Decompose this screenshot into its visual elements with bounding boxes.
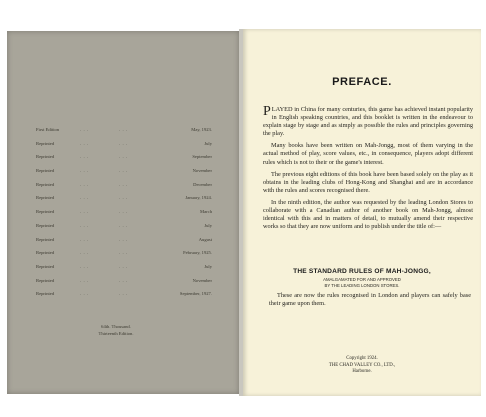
edition-date: February, 1925. — [183, 250, 212, 256]
publisher-line: THE CHAD VALLEY CO., LTD., — [328, 362, 396, 368]
edition-date: December — [193, 181, 212, 187]
subtitle-line: AMALGAMATED FOR AND APPROVED — [323, 277, 401, 282]
impression-edition: Thirteenth Edition. — [98, 330, 134, 336]
edition-label: Reprinted — [36, 277, 55, 283]
preface-paragraph-3: The previous eight editions of this book have been based solely on the play as it obtains in the leading clubs of Hong-Kong and Shanghai and are in accordance with the rules and scores recognised there. — [263, 170, 473, 194]
subtitle-line: BY THE LEADING LONDON STORES. — [324, 282, 400, 288]
edition-row: Reprinted . . . . . . March — [36, 209, 212, 215]
edition-list — [36, 127, 226, 305]
edition-date: July — [204, 222, 212, 228]
preface-body — [263, 106, 473, 235]
standard-rules-title: THE STANDARD RULES OF MAH-JONGG, — [293, 268, 431, 275]
copyright-line: Copyright 1924. — [346, 356, 378, 361]
edition-row: Reprinted . . . . . . September, 1927. — [36, 291, 212, 297]
edition-row: Reprinted . . . . . . February, 1925. — [36, 250, 212, 256]
colophon — [243, 356, 481, 376]
preface-paragraph-1 — [263, 106, 473, 138]
edition-row: Reprinted . . . . . . November — [36, 168, 212, 174]
impression-thousand: 64th. Thousand. — [101, 324, 131, 329]
edition-row: Reprinted . . . . . . January, 1924. — [36, 195, 212, 201]
edition-date: November — [192, 277, 212, 283]
edition-date: January, 1924. — [185, 195, 212, 201]
place-line: Harborne. — [352, 369, 372, 375]
impression-note — [0, 324, 232, 337]
edition-row: Reprinted . . . . . . November — [36, 277, 212, 283]
paragraph-text: LAYED in China for many centuries, this game has achieved instant popularity in English speaking countries, and this booklet is written in the endeavour to explain stage by stage and as simply as possible the rules and principles governing the play. — [263, 106, 473, 138]
edition-date: July — [204, 263, 212, 269]
edition-label: Reprinted — [36, 250, 55, 256]
edition-date: November — [192, 168, 212, 174]
preface-paragraph-4: In the ninth edition, the author was requested by the leading London Stores to collaborate with a Canadian author of another book on Mah-Jongg, almost identical with this and in matters of detail, to mutually amend their respective works so that they are now uniform and to publish under the title of:— — [263, 198, 473, 231]
edition-label: Reprinted — [36, 222, 55, 228]
edition-row: Reprinted . . . . . . July — [36, 263, 212, 269]
edition-date: May, 1923. — [191, 127, 212, 132]
edition-label: Reprinted — [36, 154, 55, 160]
preface-paragraph-2: Many books have been written on Mah-Jongg, most of them varying in the actual method of play, score values, etc., in consequence, players adopt different rules which is not to their or the game's interest. — [263, 142, 473, 166]
edition-date: September — [192, 154, 212, 160]
edition-row: Reprinted . . . . . . September — [36, 154, 212, 160]
edition-label: Reprinted — [36, 140, 55, 146]
edition-row: Reprinted . . . . . . August — [36, 236, 212, 242]
edition-label: Reprinted — [36, 168, 55, 174]
edition-label: Reprinted — [36, 209, 55, 215]
standard-rules-subtitle — [243, 277, 481, 288]
edition-label: Reprinted — [36, 181, 55, 187]
closing-paragraph: These are now the rules recognised in London and players can safely base their game upon them. — [269, 292, 471, 308]
edition-label: Reprinted — [36, 195, 55, 201]
edition-row: Reprinted . . . . . . December — [36, 181, 212, 187]
edition-row: Reprinted . . . . . . July — [36, 222, 212, 228]
edition-label: Reprinted — [36, 236, 55, 242]
preface-title: PREFACE. — [332, 76, 392, 88]
edition-row: Reprinted . . . . . . July — [36, 140, 212, 146]
edition-date: March — [200, 209, 212, 215]
edition-row: First Edition . . . . . . May, 1923. — [36, 127, 212, 132]
edition-date: August — [198, 236, 212, 242]
edition-date: July — [204, 140, 212, 146]
edition-label: First Edition — [36, 127, 60, 132]
preface-closing — [269, 292, 471, 308]
edition-date: September, 1927. — [179, 291, 212, 297]
edition-label: Reprinted — [36, 291, 55, 297]
edition-label: Reprinted — [36, 263, 55, 269]
drop-cap: P — [263, 104, 271, 119]
